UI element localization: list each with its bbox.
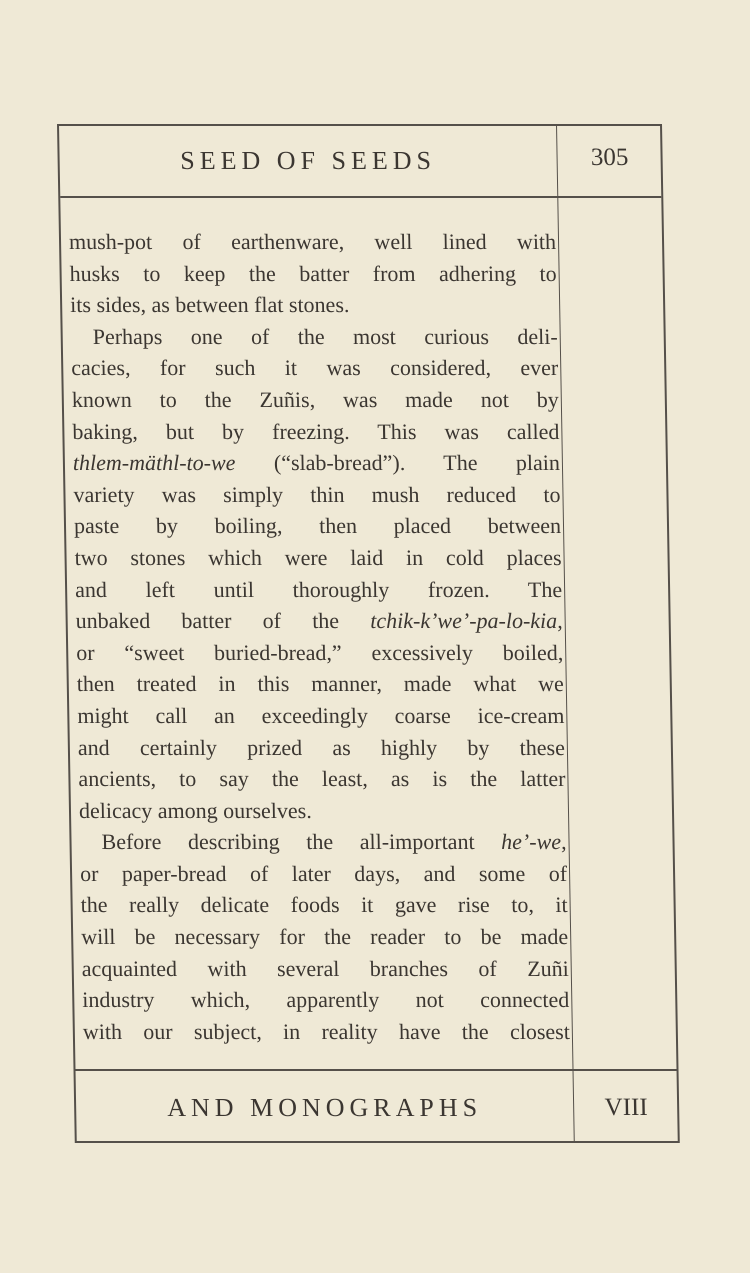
text-line — [79, 795, 567, 827]
text-segment: industry which, apparently not connected — [82, 987, 570, 1013]
text-line — [80, 889, 568, 921]
text-line — [81, 921, 569, 953]
text-segment: known to the Zuñis, was made not by — [71, 386, 560, 412]
text-line — [71, 352, 559, 384]
text-line — [74, 542, 562, 574]
text-segment: acquainted with several branches of Zuñi — [81, 955, 569, 981]
text-segment: and certainly prized as highly by these — [77, 734, 566, 760]
text-segment: husks to keep the batter from adhering to — [69, 260, 557, 286]
text-segment: (“slab-bread”). The plain — [235, 450, 561, 476]
text-segment: its sides, as between flat stones. — [69, 292, 350, 318]
text-line — [80, 858, 568, 890]
text-line — [73, 447, 561, 479]
text-line — [82, 984, 570, 1016]
text-line — [76, 637, 564, 669]
text-line — [70, 289, 558, 321]
text-segment: Before describing the all-important — [101, 829, 502, 855]
text-line — [69, 226, 557, 258]
text-segment: will be necessary for the reader to be made — [80, 924, 569, 950]
text-segment: variety was simply thin mush reduced to — [73, 481, 561, 507]
italic-term: thlem-mäthl-to-we — [72, 450, 236, 476]
italic-term: he’-we, — [500, 829, 567, 855]
text-segment: delicacy among ourselves. — [78, 797, 312, 823]
text-line — [83, 1016, 571, 1048]
running-head-title: SEED OF SEEDS — [180, 146, 437, 175]
text-segment: Perhaps one of the most curious deli- — [92, 323, 558, 349]
page-frame — [57, 124, 680, 1143]
header-rule — [60, 196, 661, 198]
text-line — [77, 668, 565, 700]
text-segment: with our subject, in reality have the closest — [82, 1018, 571, 1044]
text-line — [78, 732, 566, 764]
text-segment: or “sweet buried-bread,” excessively boiled, — [76, 639, 564, 665]
text-line — [78, 763, 566, 795]
running-foot-title: AND MONOGRAPHS — [166, 1093, 483, 1122]
text-segment: and left until thoroughly frozen. The — [74, 576, 563, 602]
text-line — [72, 384, 560, 416]
text-line — [70, 321, 558, 353]
text-line — [74, 510, 562, 542]
body-text — [69, 226, 570, 1047]
text-segment: unbaked batter of the — [75, 608, 371, 634]
text-segment: the really delicate foods it gave rise to, it — [80, 892, 568, 918]
italic-term: tchik-k’we’-pa-lo-kia, — [370, 608, 563, 634]
text-segment: ancients, to say the least, as is the latter — [78, 766, 566, 792]
text-segment: then treated in this manner, made what we — [76, 671, 564, 697]
text-line — [69, 258, 557, 290]
text-line — [79, 826, 567, 858]
page-number: 305 — [590, 144, 629, 171]
text-line — [75, 574, 563, 606]
text-segment: mush-pot of earthenware, well lined with — [68, 229, 557, 254]
text-segment: paste by boiling, then placed between — [73, 513, 562, 539]
text-line — [75, 605, 563, 637]
text-line — [81, 953, 569, 985]
text-line — [72, 416, 560, 448]
text-segment: two stones which were laid in cold places — [74, 544, 562, 570]
footer-rule — [75, 1069, 676, 1071]
text-segment: or paper-bread of later days, and some of — [79, 860, 568, 886]
text-line — [73, 479, 561, 511]
volume-number: VIII — [604, 1094, 648, 1121]
text-segment: might call an exceedingly coarse ice-cream — [77, 702, 565, 728]
text-segment: cacies, for such it was considered, ever — [71, 355, 559, 381]
text-segment: baking, but by freezing. This was called — [72, 418, 560, 444]
text-line — [77, 700, 565, 732]
